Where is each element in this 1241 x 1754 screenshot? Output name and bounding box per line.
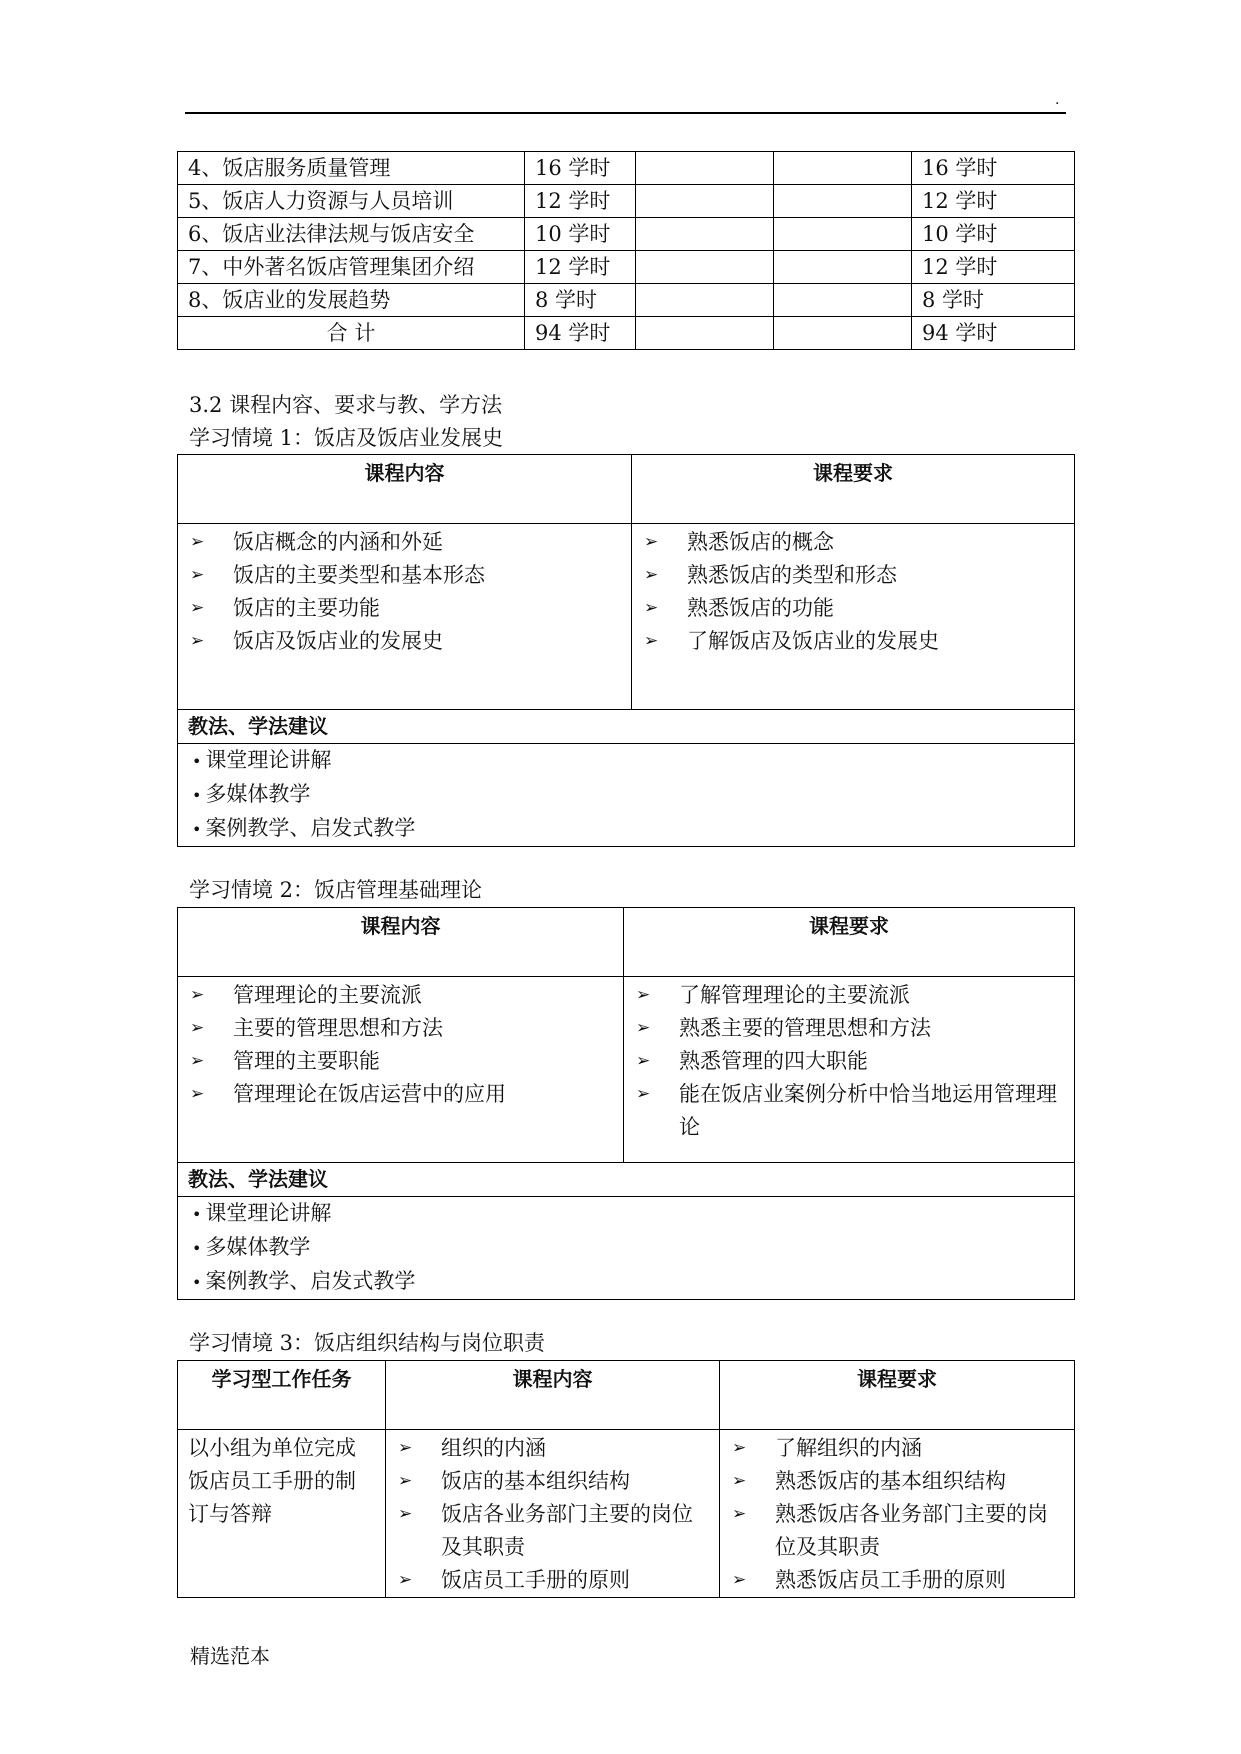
arrow-bullet-icon: ➢ xyxy=(732,1570,747,1590)
arrow-bullet-icon: ➢ xyxy=(190,598,205,618)
method-item-text: 课堂理论讲解 xyxy=(205,1201,332,1225)
chapter-cell: 8、饭店业的发展趋势 xyxy=(178,284,525,317)
hours-cell xyxy=(774,185,912,218)
list-item xyxy=(642,559,1064,592)
hours-cell: 16 学时 xyxy=(912,152,1075,185)
hours-cell xyxy=(636,152,774,185)
hours-cell xyxy=(636,185,774,218)
list-item-text: 组织的内涵 xyxy=(441,1436,546,1460)
method-item-text: 多媒体教学 xyxy=(205,1235,311,1259)
situation2-requirement-header: 课程要求 xyxy=(624,908,1075,977)
arrow-bullet-icon: ➢ xyxy=(644,532,659,552)
list-item-text: 饭店员工手册的原则 xyxy=(441,1568,630,1592)
method-item-text: 案例教学、启发式教学 xyxy=(205,1269,416,1293)
list-item xyxy=(634,1078,1064,1144)
situation2-method-cell xyxy=(178,1197,1075,1300)
situation3-task-cell xyxy=(178,1430,386,1598)
list-item xyxy=(396,1432,709,1465)
list-item-text: 管理理论在饭店运营中的应用 xyxy=(233,1082,506,1106)
situation1-content-list xyxy=(188,524,621,658)
list-item-text: 饭店的主要功能 xyxy=(233,596,380,620)
hours-cell xyxy=(774,152,912,185)
arrow-bullet-icon: ➢ xyxy=(190,1018,205,1038)
dot-bullet-icon: • xyxy=(192,1239,202,1258)
hours-table-body xyxy=(178,152,1075,350)
list-item xyxy=(642,625,1064,658)
list-item-text: 主要的管理思想和方法 xyxy=(233,1016,443,1040)
method-item xyxy=(188,744,1064,778)
situation3-table xyxy=(177,1360,1075,1598)
situation1-requirement-cell xyxy=(632,524,1075,710)
arrow-bullet-icon: ➢ xyxy=(732,1471,747,1491)
header-rule xyxy=(185,112,1066,114)
situation1-method-cell xyxy=(178,744,1075,847)
hours-cell xyxy=(774,218,912,251)
list-item xyxy=(730,1498,1064,1564)
hours-cell: 8 学时 xyxy=(525,284,636,317)
hours-cell: 12 学时 xyxy=(912,185,1075,218)
situation1-requirement-list xyxy=(642,524,1064,658)
list-item-text: 熟悉饭店员工手册的原则 xyxy=(775,1568,1006,1592)
hours-row xyxy=(178,185,1075,218)
arrow-bullet-icon: ➢ xyxy=(398,1570,413,1590)
hours-row xyxy=(178,152,1075,185)
arrow-bullet-icon: ➢ xyxy=(644,598,659,618)
hours-cell xyxy=(774,317,912,350)
method-item xyxy=(188,1231,1064,1265)
hours-cell xyxy=(636,284,774,317)
arrow-bullet-icon: ➢ xyxy=(732,1504,747,1524)
arrow-bullet-icon: ➢ xyxy=(190,565,205,585)
situation2-requirement-cell xyxy=(624,977,1075,1163)
list-item-text: 了解管理理论的主要流派 xyxy=(679,983,910,1007)
method-item xyxy=(188,812,1064,846)
hours-cell: 12 学时 xyxy=(912,251,1075,284)
header-dot: . xyxy=(1055,92,1060,108)
hours-cell: 10 学时 xyxy=(912,218,1075,251)
hours-row xyxy=(178,218,1075,251)
list-item xyxy=(188,625,621,658)
arrow-bullet-icon: ➢ xyxy=(190,1084,205,1104)
situation3-requirement-list xyxy=(730,1430,1064,1597)
list-item-text: 饭店概念的内涵和外延 xyxy=(233,530,443,554)
arrow-bullet-icon: ➢ xyxy=(644,565,659,585)
list-item xyxy=(188,592,621,625)
situation3-requirement-header: 课程要求 xyxy=(720,1361,1075,1430)
list-item-text: 熟悉饭店各业务部门主要的岗位及其职责 xyxy=(775,1502,1048,1559)
dot-bullet-icon: • xyxy=(192,1205,202,1224)
hours-row xyxy=(178,317,1075,350)
list-item xyxy=(188,1045,613,1078)
list-item xyxy=(634,1045,1064,1078)
arrow-bullet-icon: ➢ xyxy=(398,1504,413,1524)
dot-bullet-icon: • xyxy=(192,820,202,839)
list-item-text: 熟悉管理的四大职能 xyxy=(679,1049,868,1073)
dot-bullet-icon: • xyxy=(192,1273,202,1292)
hours-cell: 94 学时 xyxy=(525,317,636,350)
dot-bullet-icon: • xyxy=(192,752,202,771)
situation1-table xyxy=(177,454,1075,847)
list-item-text: 管理理论的主要流派 xyxy=(233,983,422,1007)
arrow-bullet-icon: ➢ xyxy=(398,1471,413,1491)
hours-row xyxy=(178,284,1075,317)
arrow-bullet-icon: ➢ xyxy=(190,532,205,552)
list-item-text: 了解组织的内涵 xyxy=(775,1436,922,1460)
situation2-content-header: 课程内容 xyxy=(178,908,624,977)
list-item xyxy=(188,559,621,592)
list-item xyxy=(642,592,1064,625)
hours-cell xyxy=(774,251,912,284)
list-item xyxy=(634,979,1064,1012)
arrow-bullet-icon: ➢ xyxy=(190,985,205,1005)
list-item-text: 饭店各业务部门主要的岗位及其职责 xyxy=(441,1502,693,1559)
arrow-bullet-icon: ➢ xyxy=(398,1438,413,1458)
situation1-content-cell xyxy=(178,524,632,710)
situation3-requirement-cell xyxy=(720,1430,1075,1598)
chapter-cell: 5、饭店人力资源与人员培训 xyxy=(178,185,525,218)
situation3-task-header: 学习型工作任务 xyxy=(178,1361,386,1430)
arrow-bullet-icon: ➢ xyxy=(636,985,651,1005)
situation1-requirement-header: 课程要求 xyxy=(632,455,1075,524)
arrow-bullet-icon: ➢ xyxy=(636,1018,651,1038)
list-item xyxy=(188,1012,613,1045)
hours-cell xyxy=(636,317,774,350)
situation2-content-cell xyxy=(178,977,624,1163)
list-item xyxy=(642,526,1064,559)
footer-label: 精选范本 xyxy=(190,1644,270,1668)
list-item xyxy=(188,1078,613,1111)
method-item xyxy=(188,778,1064,812)
list-item-text: 了解饭店及饭店业的发展史 xyxy=(687,629,939,653)
list-item xyxy=(730,1465,1064,1498)
list-item-text: 熟悉饭店的概念 xyxy=(687,530,834,554)
list-item xyxy=(396,1465,709,1498)
hours-cell: 8 学时 xyxy=(912,284,1075,317)
list-item xyxy=(634,1012,1064,1045)
hours-row xyxy=(178,251,1075,284)
situation2-requirement-list xyxy=(634,977,1064,1144)
situation2-caption: 学习情境 2：饭店管理基础理论 xyxy=(189,878,483,902)
situation2-table xyxy=(177,907,1075,1300)
hours-cell: 12 学时 xyxy=(525,251,636,284)
arrow-bullet-icon: ➢ xyxy=(636,1084,651,1104)
method-item xyxy=(188,1265,1064,1299)
hours-cell: 10 学时 xyxy=(525,218,636,251)
hours-cell: 94 学时 xyxy=(912,317,1075,350)
list-item-text: 能在饭店业案例分析中恰当地运用管理理论 xyxy=(679,1082,1057,1139)
chapter-cell: 7、中外著名饭店管理集团介绍 xyxy=(178,251,525,284)
method-item-text: 课堂理论讲解 xyxy=(205,748,332,772)
list-item xyxy=(730,1432,1064,1465)
list-item-text: 熟悉饭店的类型和形态 xyxy=(687,563,897,587)
list-item xyxy=(188,979,613,1012)
dot-bullet-icon: • xyxy=(192,786,202,805)
list-item-text: 管理的主要职能 xyxy=(233,1049,380,1073)
hours-cell xyxy=(774,284,912,317)
arrow-bullet-icon: ➢ xyxy=(190,1051,205,1071)
method-item-text: 多媒体教学 xyxy=(205,782,311,806)
list-item-text: 饭店的主要类型和基本形态 xyxy=(233,563,485,587)
hours-cell: 16 学时 xyxy=(525,152,636,185)
situation2-content-list xyxy=(188,977,613,1111)
list-item-text: 饭店及饭店业的发展史 xyxy=(233,629,443,653)
hours-cell xyxy=(636,251,774,284)
situation3-content-cell xyxy=(386,1430,720,1598)
arrow-bullet-icon: ➢ xyxy=(732,1438,747,1458)
section-title: 3.2 课程内容、要求与教、学方法 xyxy=(189,393,503,417)
method-item-text: 案例教学、启发式教学 xyxy=(205,816,416,840)
situation3-task-text: 以小组为单位完成饭店员工手册的制订与答辩 xyxy=(188,1436,356,1526)
hours-table xyxy=(177,151,1075,350)
situation1-method-list xyxy=(188,744,1064,846)
hours-cell: 12 学时 xyxy=(525,185,636,218)
list-item xyxy=(188,526,621,559)
arrow-bullet-icon: ➢ xyxy=(636,1051,651,1071)
situation3-content-header: 课程内容 xyxy=(386,1361,720,1430)
situation1-content-header: 课程内容 xyxy=(178,455,632,524)
list-item-text: 熟悉饭店的功能 xyxy=(687,596,834,620)
situation2-method-header: 教法、学法建议 xyxy=(178,1163,1075,1197)
arrow-bullet-icon: ➢ xyxy=(644,631,659,651)
arrow-bullet-icon: ➢ xyxy=(190,631,205,651)
list-item-text: 熟悉饭店的基本组织结构 xyxy=(775,1469,1006,1493)
situation1-caption: 学习情境 1：饭店及饭店业发展史 xyxy=(189,426,504,450)
list-item xyxy=(396,1498,709,1564)
situation3-caption: 学习情境 3：饭店组织结构与岗位职责 xyxy=(189,1331,546,1355)
list-item xyxy=(730,1564,1064,1597)
list-item xyxy=(396,1564,709,1597)
situation2-method-list xyxy=(188,1197,1064,1299)
list-item-text: 熟悉主要的管理思想和方法 xyxy=(679,1016,931,1040)
method-item xyxy=(188,1197,1064,1231)
situation3-content-list xyxy=(396,1430,709,1597)
chapter-cell: 4、饭店服务质量管理 xyxy=(178,152,525,185)
list-item-text: 饭店的基本组织结构 xyxy=(441,1469,630,1493)
chapter-cell: 合 计 xyxy=(178,317,525,350)
chapter-cell: 6、饭店业法律法规与饭店安全 xyxy=(178,218,525,251)
situation1-method-header: 教法、学法建议 xyxy=(178,710,1075,744)
hours-cell xyxy=(636,218,774,251)
